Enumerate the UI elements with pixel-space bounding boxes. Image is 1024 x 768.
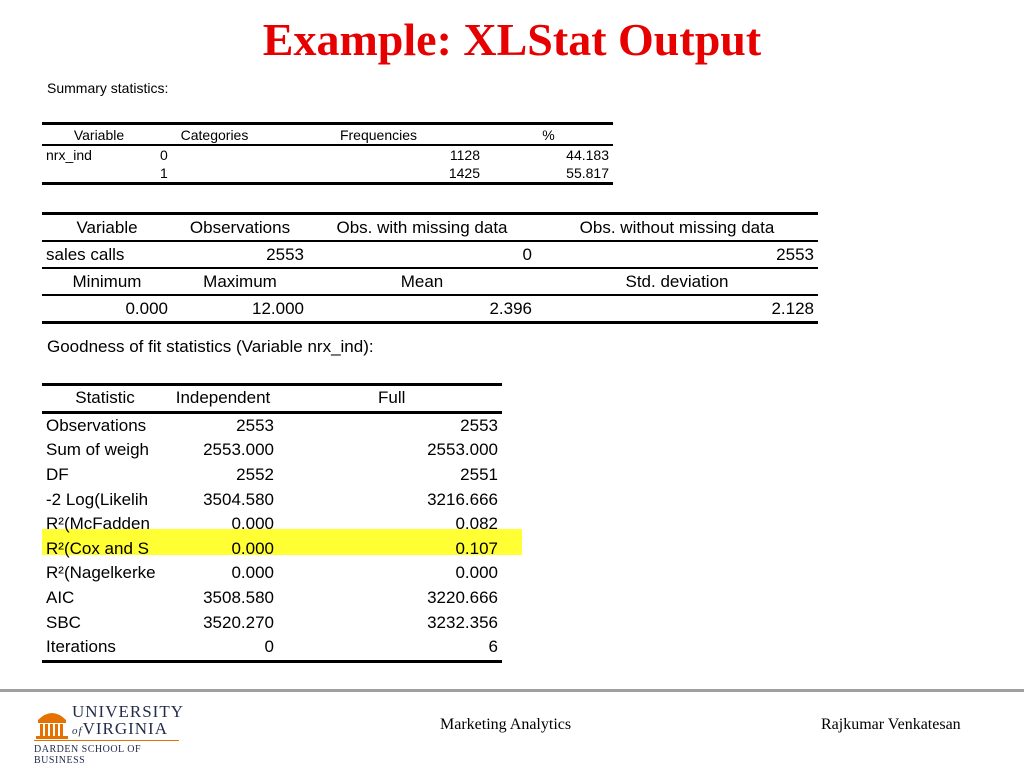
- table-cell: 2553.000: [203, 440, 274, 460]
- table-cell: 3220.666: [427, 588, 498, 608]
- col-header: Minimum: [72, 271, 142, 291]
- table-row: [42, 438, 502, 463]
- table-header-row: [42, 268, 818, 295]
- table-row: [42, 586, 502, 611]
- table-cell: 2553: [172, 241, 308, 268]
- table-cell: 44.183: [566, 146, 609, 163]
- table-cell: -2 Log(Likelih: [46, 489, 149, 509]
- table-cell: 12.000: [172, 295, 308, 323]
- table-row: [42, 145, 613, 163]
- col-header: Obs. without missing data: [536, 214, 818, 242]
- col-header: Categories: [156, 124, 273, 146]
- col-header: Statistic: [42, 385, 168, 413]
- col-header: Variable: [42, 124, 156, 146]
- table-cell: 3520.270: [203, 612, 274, 632]
- table-cell: 3504.580: [203, 489, 274, 509]
- table-cell: Observations: [46, 415, 147, 435]
- table-cell: Sum of weigh: [46, 440, 149, 460]
- table-cell: sales calls: [42, 241, 172, 268]
- gof-caption: Goodness of fit statistics (Variable nrx_ind):: [47, 337, 374, 356]
- table-cell: 0.000: [231, 538, 274, 558]
- table-cell: 2.128: [536, 295, 818, 323]
- rotunda-icon: [34, 704, 70, 740]
- table-row: [42, 512, 502, 537]
- table-cell: SBC: [46, 612, 81, 632]
- table-cell: 0: [168, 635, 278, 661]
- table-header-row: [42, 214, 818, 242]
- table-cell: 2553.000: [427, 440, 498, 460]
- footer-author: Rajkumar Venkatesan: [821, 716, 961, 733]
- footer-divider: [0, 689, 1024, 692]
- logo-rule: [34, 740, 179, 741]
- table-header-row: [42, 385, 502, 413]
- table-cell: 2.396: [308, 295, 536, 323]
- table-cell: 0.082: [455, 514, 498, 534]
- logo-university: UNIVERSITY: [72, 702, 184, 721]
- summary-caption: Summary statistics:: [47, 80, 169, 96]
- col-header: Mean: [400, 271, 444, 291]
- col-header: Observations: [172, 214, 308, 242]
- table-cell: 2553: [460, 415, 498, 435]
- col-header: %: [484, 124, 613, 146]
- col-header: Obs. with missing data: [308, 214, 536, 242]
- table-cell: DF: [46, 465, 69, 485]
- table-cell: 3232.356: [427, 612, 498, 632]
- table-row: [42, 610, 502, 635]
- table-cell: 0.000: [455, 563, 498, 583]
- table-cell: 2551: [460, 465, 498, 485]
- table-cell: 55.817: [484, 163, 613, 184]
- table-cell: [42, 163, 156, 184]
- table-cell: 1: [156, 163, 273, 184]
- summary-table: [42, 122, 613, 185]
- table-row: [42, 561, 502, 586]
- table-row: [42, 241, 818, 268]
- table-cell: 0.000: [231, 563, 274, 583]
- col-header: Variable: [42, 214, 172, 242]
- table-cell: AIC: [46, 588, 75, 608]
- table-cell: 0: [160, 146, 168, 163]
- table-row: [42, 537, 502, 562]
- col-header: Full: [278, 385, 502, 413]
- table-cell: 0: [308, 241, 536, 268]
- quantitative-table: [42, 212, 818, 324]
- logo-virginia: ofVIRGINIA: [72, 719, 168, 738]
- table-cell: R²(Cox and S: [46, 538, 149, 558]
- table-cell: 3216.666: [427, 489, 498, 509]
- table-cell: 1425: [273, 163, 484, 184]
- col-header: Frequencies: [273, 124, 484, 146]
- table-cell: 2553: [236, 415, 274, 435]
- col-header: Independent: [168, 385, 278, 413]
- table-cell: 2552: [236, 465, 274, 485]
- table-cell: 0.107: [455, 538, 498, 558]
- table-row: [42, 635, 502, 661]
- table-cell: R²(McFadden: [46, 514, 150, 534]
- table-row: [42, 295, 818, 323]
- table-cell: 3508.580: [203, 588, 274, 608]
- col-header: Std. deviation: [625, 271, 729, 291]
- slide-title: Example: XLStat Output: [262, 14, 762, 65]
- gof-table: [42, 383, 502, 663]
- table-row: [42, 487, 502, 512]
- table-cell: 2553: [536, 241, 818, 268]
- table-row: [42, 163, 613, 184]
- university-logo: [32, 700, 192, 766]
- table-cell: 6: [278, 635, 502, 661]
- table-row: [42, 463, 502, 488]
- table-cell: 1128: [449, 146, 480, 163]
- table-cell: R²(Nagelkerke: [46, 563, 156, 583]
- table-row: [42, 412, 502, 438]
- footer-course: Marketing Analytics: [440, 716, 572, 733]
- table-cell: nrx_ind: [46, 146, 92, 163]
- table-cell: 0.000: [42, 295, 172, 323]
- col-header: Maximum: [203, 271, 277, 291]
- table-cell: 0.000: [231, 514, 274, 534]
- logo-darden: DARDEN SCHOOL OF BUSINESS: [34, 744, 142, 766]
- table-cell: Iterations: [42, 635, 168, 661]
